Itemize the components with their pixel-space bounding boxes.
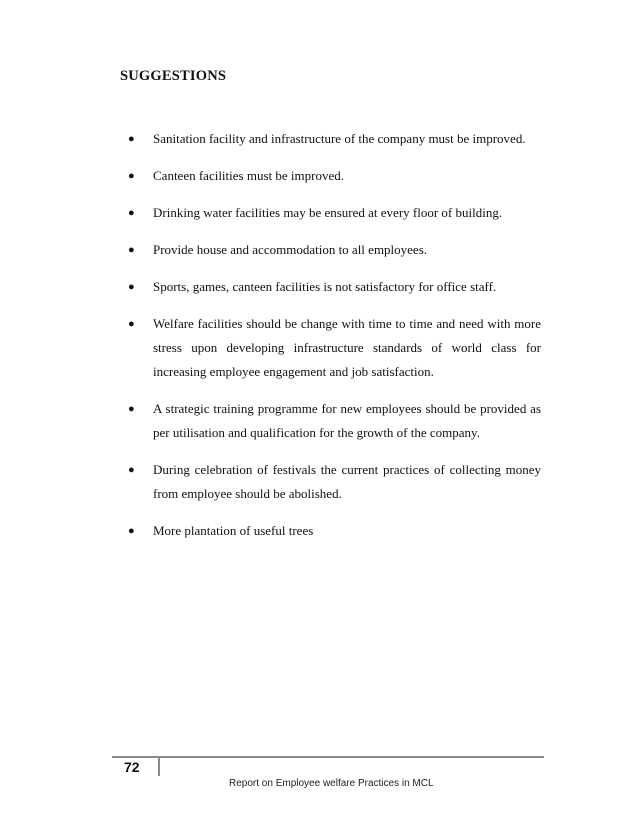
list-item bbox=[128, 238, 541, 262]
footer-caption: Report on Employee welfare Practices in MCL bbox=[229, 778, 434, 789]
bullet-icon: ● bbox=[128, 525, 135, 537]
footer-divider bbox=[112, 756, 544, 758]
suggestions-list bbox=[128, 127, 541, 556]
suggestion-text: Provide house and accommodation to all employees. bbox=[153, 242, 428, 257]
bullet-icon: ● bbox=[128, 170, 135, 182]
list-item bbox=[128, 201, 541, 225]
list-item bbox=[128, 519, 541, 543]
suggestion-text: More plantation of useful trees bbox=[153, 523, 314, 538]
list-item bbox=[128, 275, 541, 299]
suggestion-text: A strategic training programme for new employees should be provided as per utilisation and qualification for the growth of the company. bbox=[153, 401, 541, 440]
bullet-icon: ● bbox=[128, 318, 135, 330]
bullet-icon: ● bbox=[128, 403, 135, 415]
bullet-icon: ● bbox=[128, 207, 135, 219]
list-item bbox=[128, 127, 541, 151]
page-number: 72 bbox=[124, 759, 140, 775]
list-item bbox=[128, 397, 541, 445]
list-item bbox=[128, 164, 541, 188]
page-title: SUGGESTIONS bbox=[120, 68, 227, 84]
footer-page-separator bbox=[158, 756, 160, 776]
list-item bbox=[128, 312, 541, 384]
suggestion-text: Drinking water facilities may be ensured at every floor of building. bbox=[153, 205, 503, 220]
bullet-icon: ● bbox=[128, 133, 135, 145]
suggestion-text: Canteen facilities must be improved. bbox=[153, 168, 344, 183]
suggestion-text: Sanitation facility and infrastructure of the company must be improved. bbox=[153, 131, 526, 146]
bullet-icon: ● bbox=[128, 281, 135, 293]
suggestion-text: During celebration of festivals the current practices of collecting money from employee should be abolished. bbox=[153, 462, 541, 501]
bullet-icon: ● bbox=[128, 244, 135, 256]
suggestion-text: Welfare facilities should be change with time to time and need with more stress upon developing infrastructure standards of world class for increasing employee engagement and job satisfaction. bbox=[153, 316, 541, 379]
bullet-icon: ● bbox=[128, 464, 135, 476]
list-item bbox=[128, 458, 541, 506]
suggestion-text: Sports, games, canteen facilities is not satisfactory for office staff. bbox=[153, 279, 497, 294]
